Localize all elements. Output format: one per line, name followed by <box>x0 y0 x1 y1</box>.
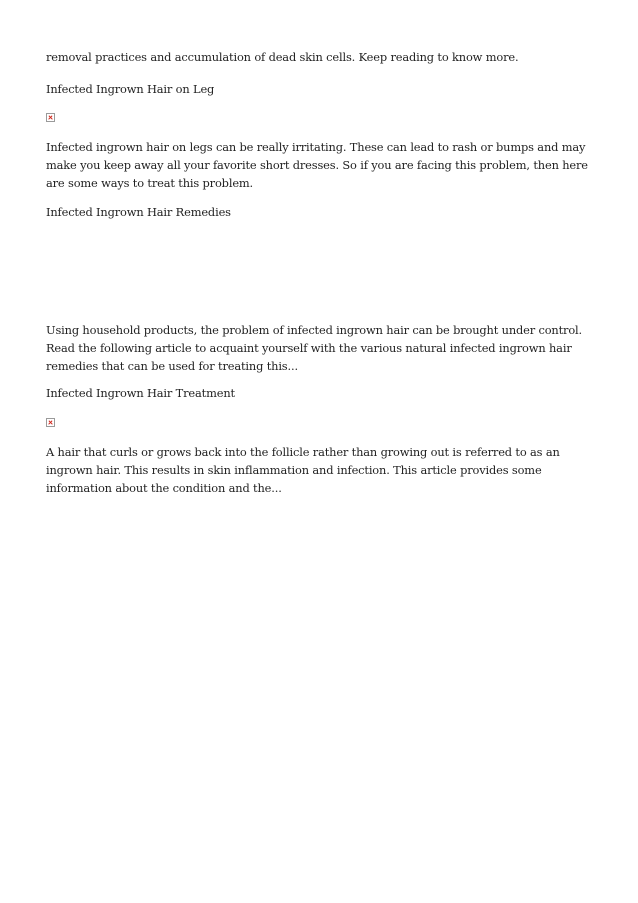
intro-paragraph: removal practices and accumulation of dead skin cells. Keep reading to know more. <box>46 50 519 64</box>
broken-image-icon <box>46 113 55 122</box>
section-body-remedies: Using household products, the problem of infected ingrown hair can be brought under control. Read the following article to acquaint yourself with the various natural infected ingrown hair remedies that can be used for treating this... <box>46 323 583 373</box>
section-body-leg: Infected ingrown hair on legs can be really irritating. These can lead to rash or bumps and may make you keep away all your favorite short dresses. So if you are facing this problem, then here are some ways to treat this problem. <box>46 140 588 190</box>
section-heading-remedies: Infected Ingrown Hair Remedies <box>46 205 231 219</box>
section-heading-leg: Infected Ingrown Hair on Leg <box>46 82 215 96</box>
section-heading-treatment: Infected Ingrown Hair Treatment <box>46 386 235 400</box>
section-body-treatment: A hair that curls or grows back into the follicle rather than growing out is referred to as an ingrown hair. This results in skin inflammation and infection. This article provides some information about the condition and the... <box>46 445 560 495</box>
broken-image-icon <box>46 418 55 427</box>
